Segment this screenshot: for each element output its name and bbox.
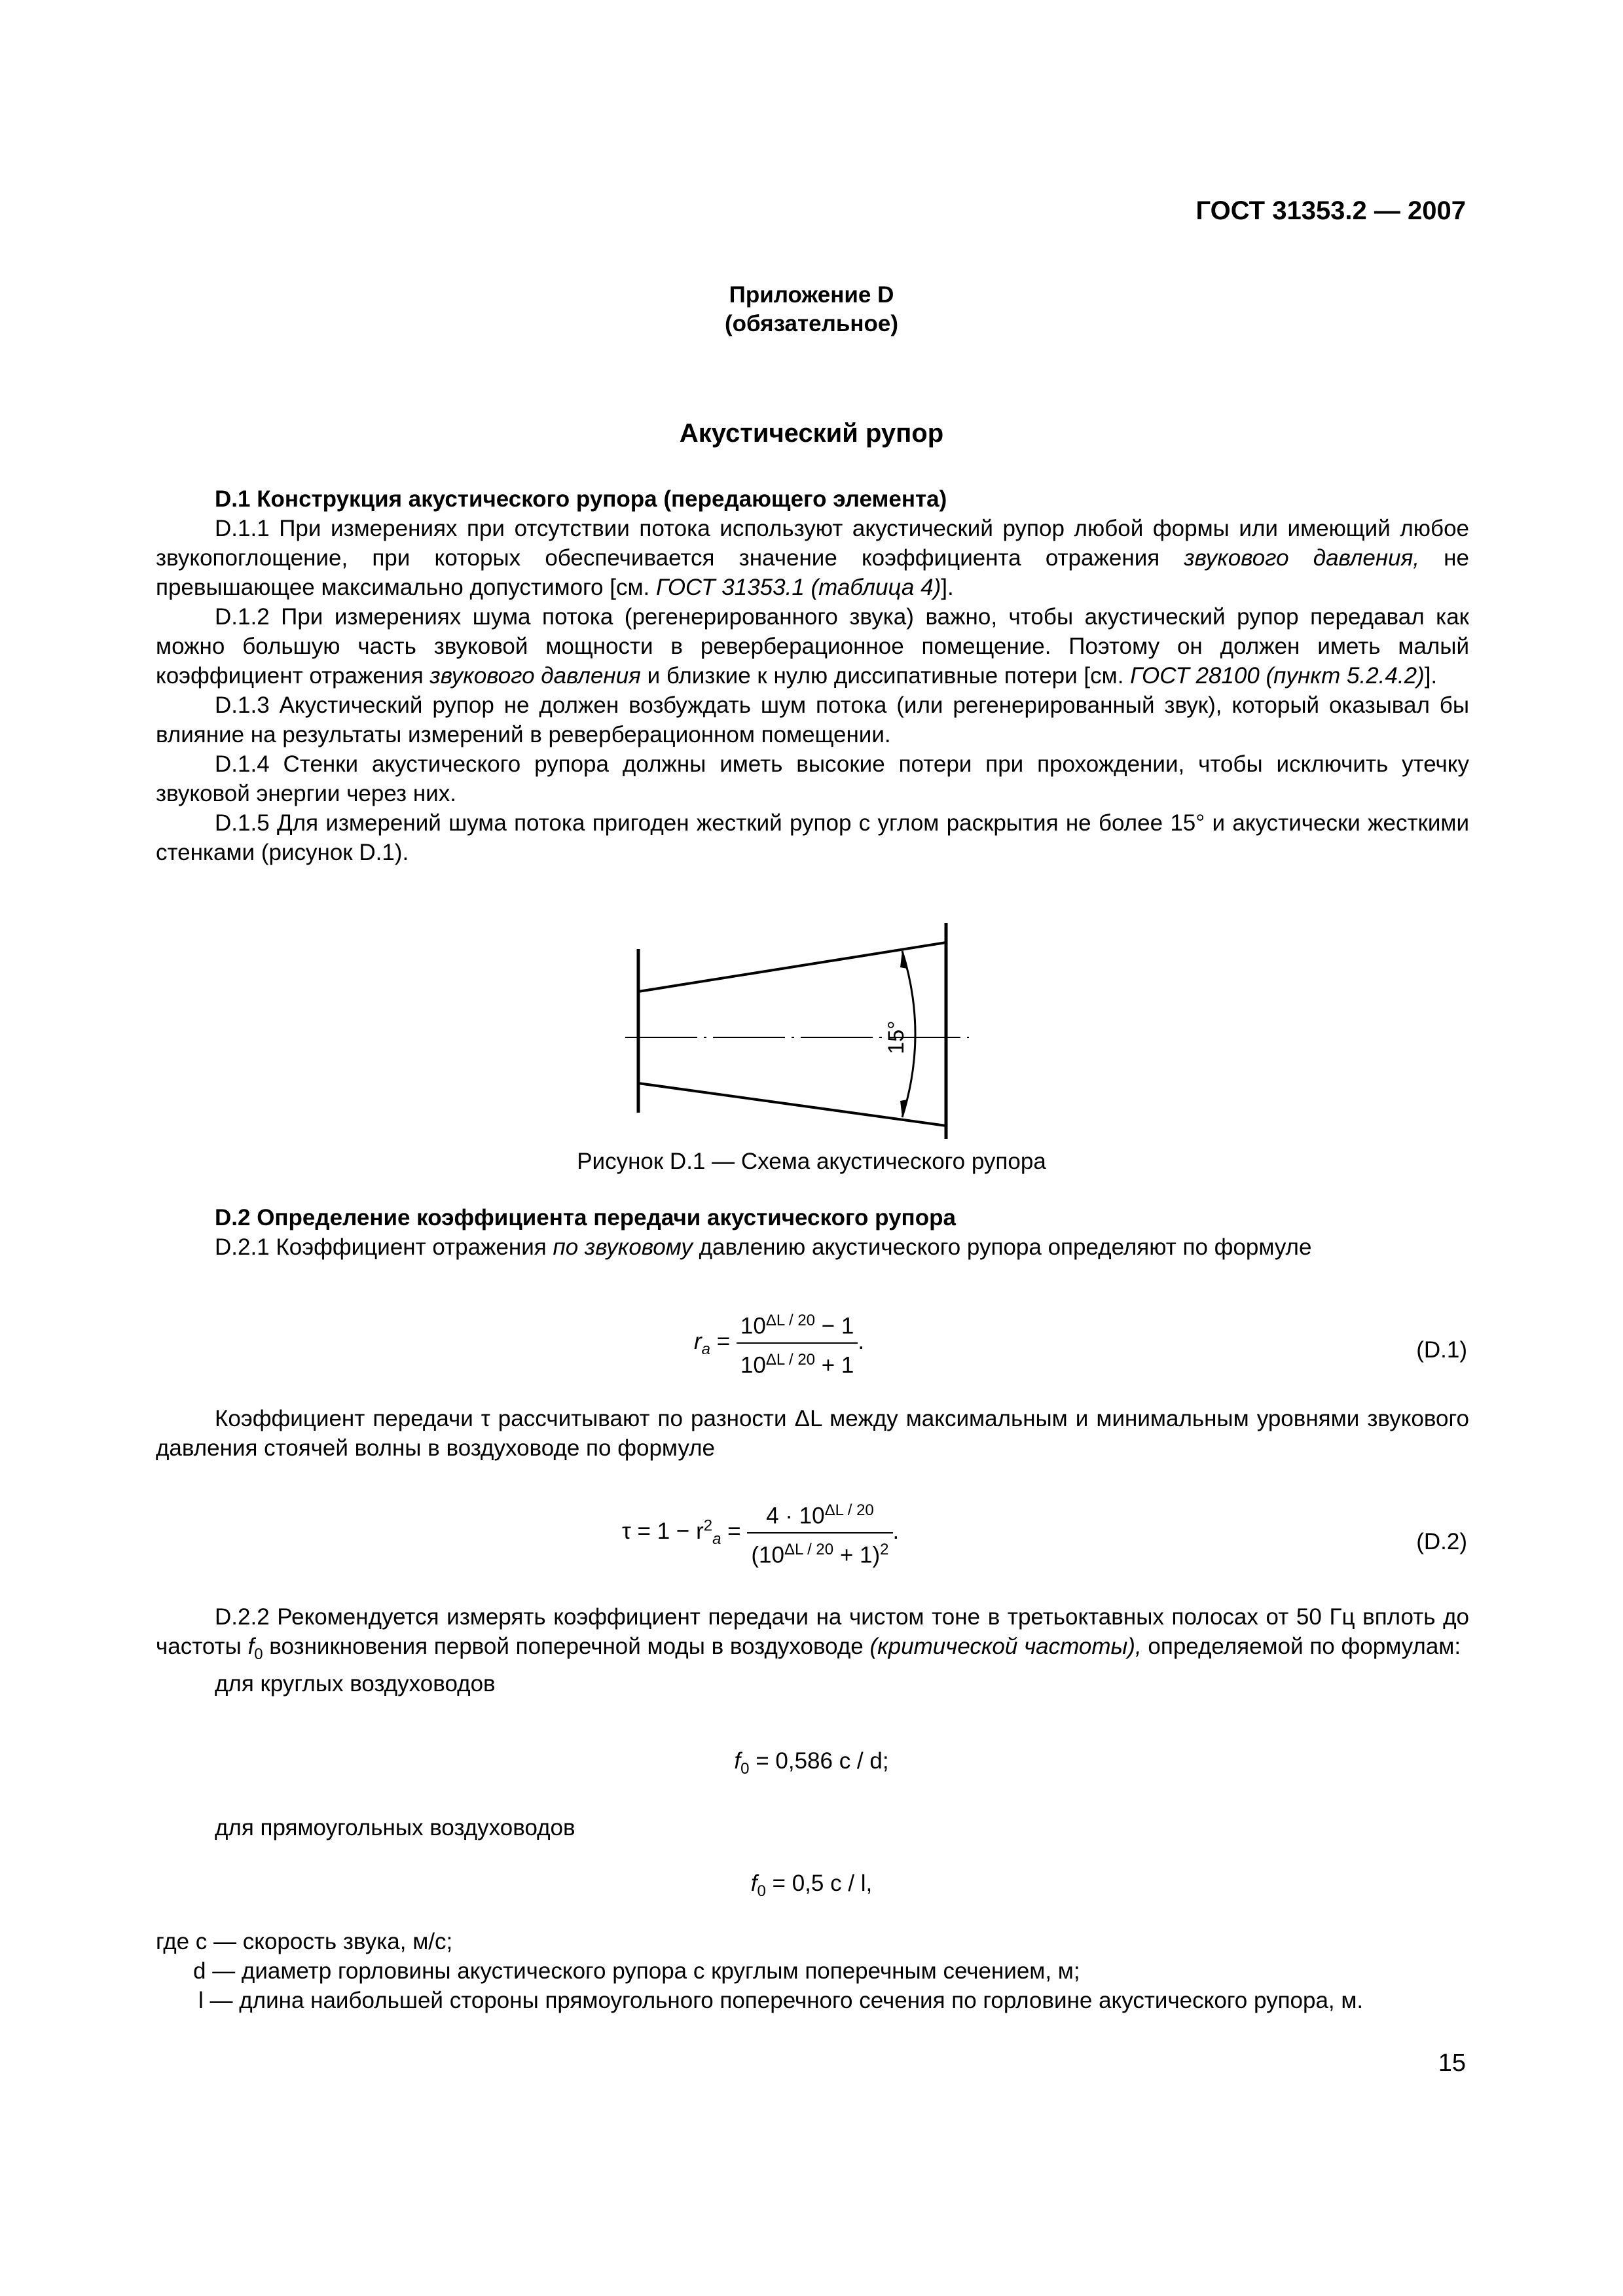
section-d1 (156, 484, 1469, 867)
appendix-title: Приложение D (729, 282, 894, 308)
figure-caption: Рисунок D.1 — Схема акустического рупора (577, 1149, 1046, 1174)
where-c: где c — скорость звука, м/с; (156, 1929, 453, 1954)
formula-rect: $f_0 = 0,5$ c / l, (750, 1871, 873, 1900)
paragraph-d2-tau: Коэффициент передачи τ рассчитывают по разности ΔL между максимальным и минимальным уровнями звукового давления стоячей волны в воздуховоде по формуле (156, 1406, 1469, 1461)
page-number: 15 (1438, 2049, 1466, 2077)
paragraph-d1-2: D.1.2 При измерениях шума потока (регенерированного звука) важно, чтобы акустический рупор передавал как можно большую часть звуковой мощности в реверберационное помещение. Поэтому он должен иметь малый коэффициент отражения звукового давления и близкие к нулю диссипативные потери [см. ГОСТ 28100 (пункт 5.2.4.2)]. (156, 604, 1469, 689)
horn-lower-wall (638, 1083, 946, 1126)
round-ducts-label: для круглых воздуховодов (215, 1671, 496, 1696)
where-l: l — длина наибольшей стороны прямоугольного поперечного сечения по горловине акустического рупора, м. (198, 1988, 1364, 2013)
rect-ducts-block (156, 1813, 1469, 1842)
paragraph-d1-5: D.1.5 Для измерений шума потока пригоден жесткий рупор с углом раскрытия не более 15° и акустически жесткими стенками (рисунок D.1). (156, 810, 1469, 865)
section-d2 (156, 1203, 1469, 1262)
angle-label: 15° (884, 1020, 909, 1054)
rect-ducts-label: для прямоугольных воздуховодов (215, 1815, 575, 1840)
paragraph-d2-tau-block (156, 1404, 1469, 1463)
equation-d1: $r_a$ = $\frac{10^{\Delta L / 20} - 1}{10^{\Delta L / 20} + 1}$ . (694, 1306, 864, 1380)
paragraph-d1-4: D.1.4 Стенки акустического рупора должны иметь высокие потери при прохождении, чтобы исключить утечку звуковой энергии через них. (156, 751, 1469, 806)
paragraph-d1-3: D.1.3 Акустический рупор не должен возбуждать шум потока (или регенерированный звук), который оказывал бы влияние на результаты измерений в реверберационном помещении. (156, 692, 1469, 747)
equation-d2: $\tau = 1 - r^2_a$ = $\frac{4 \cdot 10^{\Delta L / 20}}{(10^{\Delta L / 20} + 1)^2}$ . (622, 1496, 899, 1570)
equation-d1-number: (D.1) (1416, 1337, 1467, 1363)
paragraph-d1-1: D.1.1 При измерениях при отсутствии потока используют акустический рупор любой формы или имеющий любое звукопоглощение, при которых обеспечивается значение коэффициента отражения звукового давления, не превышающее максимально допустимого [см. ГОСТ 31353.1 (таблица 4)]. (156, 516, 1469, 600)
appendix-status: (обязательное) (724, 311, 898, 336)
equation-d2-number: (D.2) (1416, 1529, 1467, 1554)
horn-upper-wall (638, 942, 946, 992)
equation-d2-fraction: $\frac{4 \cdot 10^{\Delta L / 20}}{(10^{\Delta L / 20} + 1)^2}$ (747, 1496, 892, 1570)
formula-round: $f_0 = 0,586$ c / d; (734, 1748, 889, 1778)
paragraph-d2-2: D.2.2 Рекомендуется измерять коэффициент передачи на чистом тоне в третьоктавных полосах от 50 Гц вплоть до частоты $f_0$ возникновения первой поперечной моды в воздуховоде (критической частоты), определяемой по формулам: (156, 1604, 1469, 1663)
paragraph-d2-1: D.2.1 Коэффициент отражения по звуковому давлению акустического рупора определяют по формуле (215, 1234, 1312, 1260)
paragraph-d2-2-block (156, 1602, 1469, 1698)
section-d1-heading: D.1 Конструкция акустического рупора (передающего элемента) (215, 486, 947, 512)
section-d2-heading: D.2 Определение коэффициента передачи акустического рупора (215, 1205, 956, 1230)
standard-header: ГОСТ 31353.2 — 2007 (1195, 196, 1466, 225)
where-block (156, 1927, 1469, 2015)
horn-diagram (589, 903, 995, 1145)
equation-d1-fraction: $\frac{10^{\Delta L / 20} - 1}{10^{\Delta L / 20} + 1}$ (737, 1306, 858, 1380)
page-title: Акустический рупор (679, 419, 944, 448)
where-d: d — диаметр горловины акустического рупора с круглым поперечным сечением, м; (193, 1958, 1080, 1984)
